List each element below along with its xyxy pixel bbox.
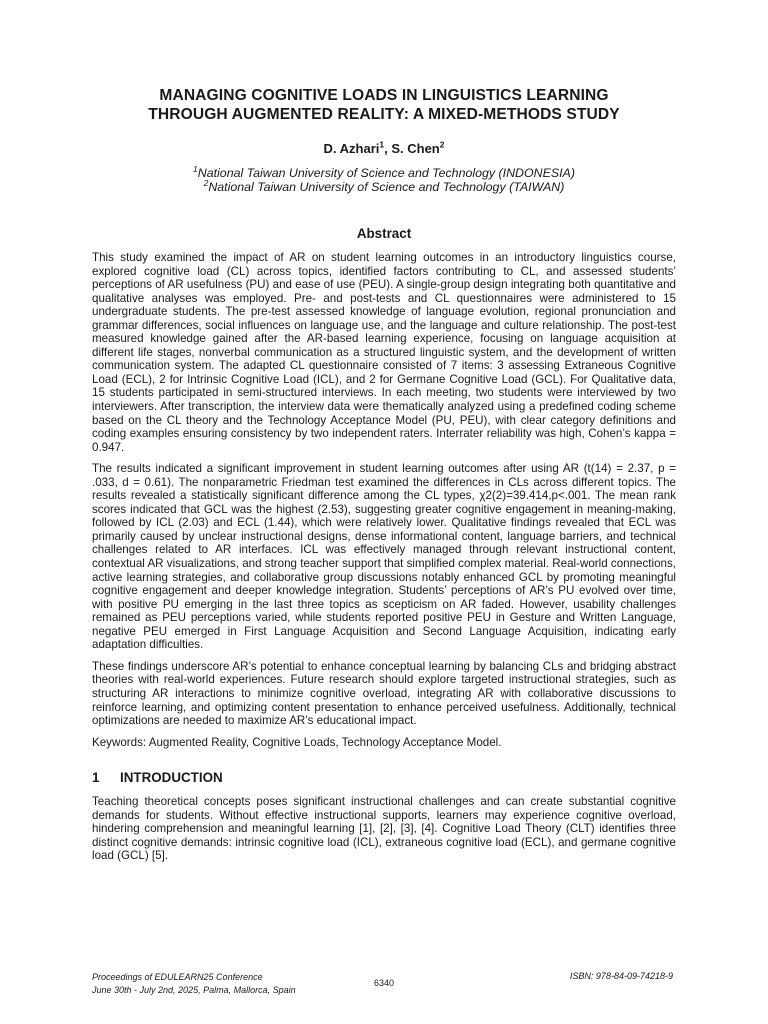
affiliation-2: [92, 177, 676, 194]
author-list: [92, 141, 676, 157]
page-number: 6340: [373, 978, 395, 988]
paper-title-line-2: THROUGH AUGMENTED REALITY: A MIXED-METHODS STUDY: [148, 106, 620, 123]
affiliation-1-text: National Taiwan University of Science and Technology (INDONESIA): [197, 166, 575, 180]
author-2-affil-mark: 2: [439, 139, 445, 150]
paper-title: [92, 86, 676, 124]
affiliation-2-mark: 2: [203, 177, 209, 188]
footer-conference-name: Proceedings of EDULEARN25 Conference: [92, 972, 263, 982]
section-heading-introduction: [92, 770, 676, 785]
affiliation-1: [92, 163, 676, 180]
section-title: INTRODUCTION: [120, 770, 223, 786]
footer-isbn: ISBN: 978-84-09-74218-9: [569, 971, 673, 981]
author-separator: ,: [384, 141, 392, 156]
keywords: Keywords: Augmented Reality, Cognitive Loads, Technology Acceptance Model.: [92, 735, 502, 749]
author-1-affil-mark: 1: [379, 139, 385, 150]
section-number: 1: [92, 770, 100, 786]
abstract-heading: Abstract: [356, 226, 412, 241]
abstract-paragraph-2: The results indicated a significant improvement in student learning outcomes after using AR (t(14) = 2.37, p = .033, d = 0.61). The nonparametric Friedman test examined the differences in CLs across different topics. The results revealed a statistically significant difference among the CL types, χ2(2)=39.414,p<.001. The mean rank scores indicated that GCL was the highest (2.53), suggesting greater cognitive engagement in meaning-making, followed by ICL (2.03) and ECL (1.44), which were relatively lower. Qualitative findings revealed that ECL was primarily caused by unclear instructional designs, dense informational content, language barriers, and technical challenges related to AR interfaces. ICL was effectively managed through relevant instructional content, contextual AR visualizations, and strong teacher support that simplified complex material. Real-world connections, active learning strategies, and collaborative group discussions notably enhanced GCL by promoting meaningful cognitive engagement and deeper knowledge integration. Students’ perceptions of AR’s PU evolved over time, with positive PU emerging in the last three topics as scepticism on AR faded. However, usability challenges remained as PEU perceptions varied, while students reported positive PEU in Gesture and Written Language, negative PEU emerged in First Language Acquisition and Second Language Acquisition, indicating early adaptation difficulties.: [92, 462, 676, 652]
abstract-paragraph-1: This study examined the impact of AR on student learning outcomes in an introductory linguistics course, explored cognitive load (CL) across topics, identified factors contributing to CL, and assessed students’ perceptions of AR usefulness (PU) and ease of use (PEU). A single-group design integrating both quantitative and qualitative analyses was employed. Pre- and post-tests and CL questionnaires were administered to 15 undergraduate students. The pre-test assessed knowledge of language evolution, regional pronunciation and grammar differences, social influences on language use, and the language and culture relationship. The post-test measured knowledge gained after the AR-based learning experience, focusing on language acquisition at different life stages, nonverbal communication as a structured linguistic system, and the development of written communication system. The adapted CL questionnaire consisted of 7 items: 3 assessing Extraneous Cognitive Load (ECL), 2 for Intrinsic Cognitive Load (ICL), and 2 for Germane Cognitive Load (GCL). For Qualitative data, 15 students participated in semi-structured interviews. In each meeting, two students were interviewed by two interviewers. After transcription, the interview data were thematically analyzed using a predefined coding scheme based on the CL theory and the Technology Acceptance Model (PU, PEU), with clear category definitions and coding examples ensuring consistency by two independent raters. Interrater reliability was high, Cohen’s kappa = 0.947.: [92, 251, 676, 454]
paper-title-line-1: MANAGING COGNITIVE LOADS IN LINGUISTICS LEARNING: [159, 87, 609, 104]
introduction-paragraph-1: Teaching theoretical concepts poses significant instructional challenges and can create substantial cognitive demands for students. Without effective instructional supports, learners may experience cognitive overload, hindering comprehension and meaningful learning [1], [2], [3], [4]. Cognitive Load Theory (CLT) identifies three distinct cognitive demands: intrinsic cognitive load (ICL), extraneous cognitive load (ECL), and germane cognitive load (GCL) [5].: [92, 795, 676, 863]
page-body: [92, 86, 676, 871]
footer-conference-dates: June 30th - July 2nd, 2025, Palma, Mallorca, Spain: [92, 985, 296, 995]
author-2: S. Chen: [391, 141, 440, 156]
author-1: D. Azhari: [323, 141, 380, 156]
affiliations: [92, 163, 676, 194]
abstract-paragraph-3: These findings underscore AR’s potential to enhance conceptual learning by balancing CLs and bridging abstract theories with real-world experiences. Future research should explore targeted instructional strategies, such as structuring AR interactions to minimize cognitive overload, integrating AR with collaborative discussions to reinforce learning, and optimizing content presentation to enhance perceived usefulness. Additionally, technical optimizations are needed to maximize AR’s educational impact.: [92, 659, 676, 728]
affiliation-1-mark: 1: [193, 163, 198, 174]
affiliation-2-text: National Taiwan University of Science and Technology (TAIWAN): [208, 180, 565, 194]
